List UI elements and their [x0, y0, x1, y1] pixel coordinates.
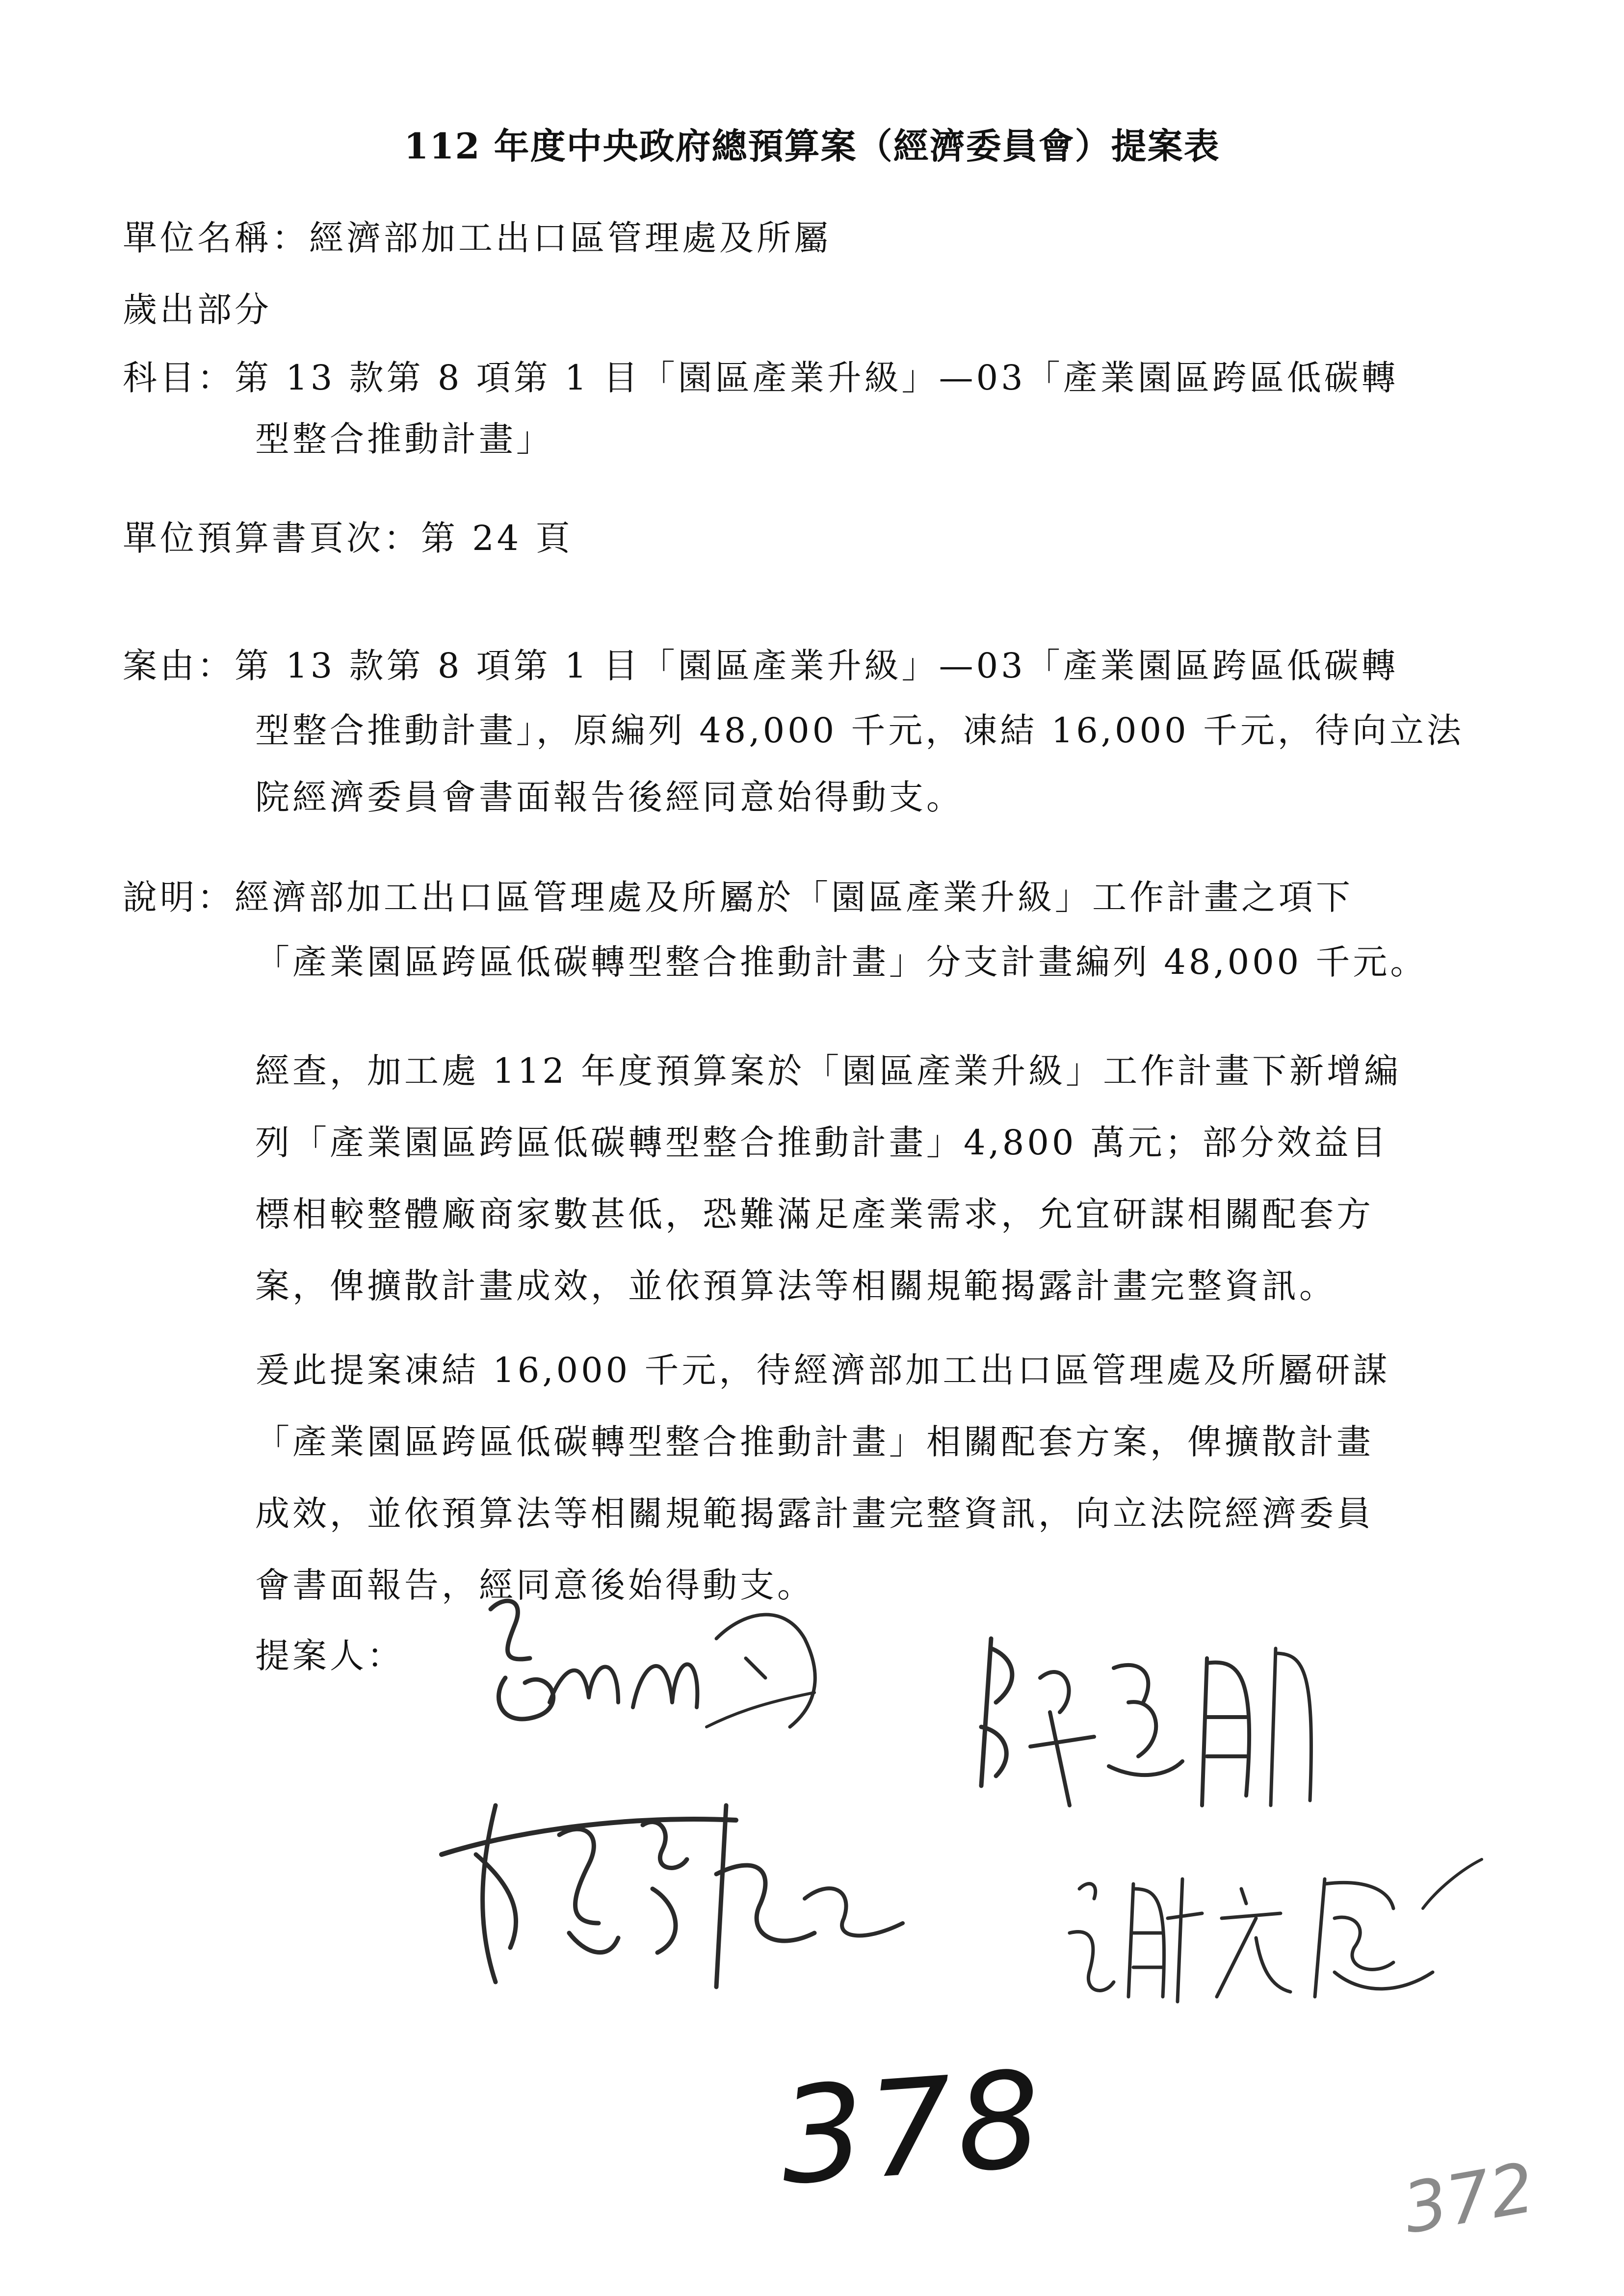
review-line: 列「產業園區跨區低碳轉型整合推動計畫」4,800 萬元；部分效益目 — [255, 1122, 1389, 1163]
proposal-line: 會書面報告，經同意後始得動支。 — [255, 1565, 814, 1605]
signature-2 — [952, 1619, 1344, 1825]
proposer-label: 提案人： — [255, 1636, 404, 1676]
budget-page-line: 單位預算書頁次：第 24 頁 — [123, 518, 573, 558]
signature-4 — [1050, 1850, 1492, 2016]
case-line-3: 院經濟委員會書面報告後經同意始得動支。 — [255, 777, 964, 817]
proposal-line: 「產業園區跨區低碳轉型整合推動計畫」相關配套方案，俾擴散計畫 — [255, 1422, 1374, 1462]
explain-line-1: 說明：經濟部加工出口區管理處及所屬於「園區產業升級」工作計畫之項下 — [123, 877, 1353, 917]
signature-3 — [422, 1776, 942, 2007]
review-line: 案，俾擴散計畫成效，並依預算法等相關規範揭露計畫完整資訊。 — [255, 1266, 1336, 1306]
document-title: 112 年度中央政府總預算案（經濟委員會）提案表 — [404, 125, 1220, 167]
subject-line-1: 科目：第 13 款第 8 項第 1 目「園區產業升級」—03「產業園區跨區低碳轉 — [123, 358, 1399, 398]
unit-name-line: 單位名稱：經濟部加工出口區管理處及所屬 — [123, 218, 831, 258]
page-number-small: 372 — [1397, 2148, 1541, 2249]
proposal-line: 爰此提案凍結 16,000 千元，待經濟部加工出口區管理處及所屬研謀 — [255, 1350, 1390, 1390]
proposal-line: 成效，並依預算法等相關規範揭露計畫完整資訊，向立法院經濟委員 — [255, 1493, 1374, 1534]
page-number-handwritten: 378 — [775, 2041, 1050, 2215]
case-line-1: 案由：第 13 款第 8 項第 1 目「園區產業升級」—03「產業園區跨區低碳轉 — [123, 646, 1399, 686]
explain-line-2: 「產業園區跨區低碳轉型整合推動計畫」分支計畫編列 48,000 千元。 — [255, 942, 1428, 982]
signature-1 — [471, 1580, 864, 1747]
proposal-paragraph — [255, 1334, 1550, 1621]
review-paragraph — [255, 1035, 1550, 1322]
section-label: 歲出部分 — [123, 289, 272, 330]
subject-line-2: 型整合推動計畫」 — [255, 419, 553, 459]
case-line-2: 型整合推動計畫」，原編列 48,000 千元，凍結 16,000 千元，待向立法 — [255, 710, 1464, 751]
review-line: 經查，加工處 112 年度預算案於「園區產業升級」工作計畫下新增編 — [255, 1051, 1402, 1091]
review-line: 標相較整體廠商家數甚低，恐難滿足產業需求，允宜研謀相關配套方 — [255, 1194, 1374, 1234]
